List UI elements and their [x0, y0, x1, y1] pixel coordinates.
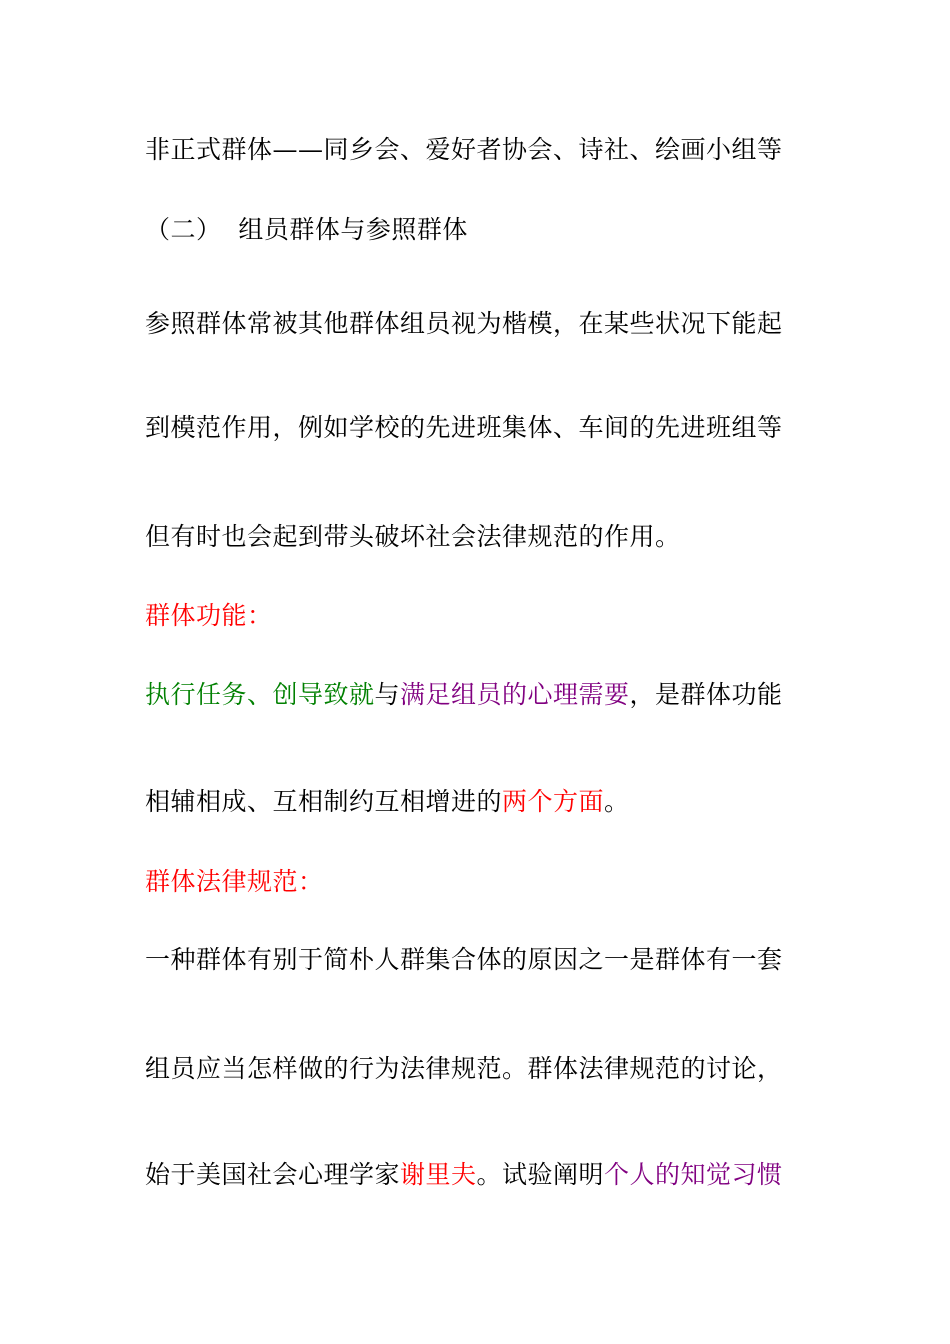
text-segment: 群体法律规范：	[145, 867, 324, 896]
text-line-reference-group-2	[145, 412, 783, 444]
text-line-group-norms-3	[145, 1159, 783, 1191]
highlight-purple: 满足组员的心理需要	[400, 680, 630, 709]
text-segment: 参照群体常被其他群体组员视为楷模，在某些状况下能起	[145, 309, 783, 338]
text-line-group-norms-2	[145, 1053, 783, 1085]
text-segment: 到模范作用，例如学校的先进班集体、车间的先进班组等	[145, 413, 783, 442]
highlight-green: 执行任务、创导致就	[145, 680, 375, 709]
text-line-group-norms-1	[145, 944, 783, 976]
text-segment: 群体功能：	[145, 601, 273, 630]
text-segment: 但有时也会起到带头破坏社会法律规范的作用。	[145, 522, 681, 551]
highlight-purple: 个人的知觉习惯	[604, 1160, 783, 1189]
text-segment: 非正式群体——同乡会、爱好者协会、诗社、绘画小组等	[145, 135, 783, 164]
text-segment: ，是群体功能	[629, 680, 783, 709]
heading-group-norms	[145, 866, 324, 898]
text-segment: 。	[604, 787, 630, 816]
section-heading-member-reference-group	[145, 214, 468, 246]
text-segment: 组员应当怎样做的行为法律规范。群体法律规范的讨论，	[145, 1054, 783, 1083]
text-line-informal-group	[145, 134, 783, 166]
text-segment: 相辅相成、互相制约互相增进的	[145, 787, 503, 816]
text-segment: 一种群体有别于简朴人群集合体的原因之一是群体有一套	[145, 945, 783, 974]
text-segment: 与	[374, 680, 401, 709]
text-line-group-function-1	[145, 679, 783, 711]
text-line-group-function-2	[145, 786, 630, 818]
text-segment: （二） 组员群体与参照群体	[145, 215, 468, 244]
text-line-reference-group-3	[145, 521, 681, 553]
text-segment: 始于美国社会心理学家	[145, 1160, 401, 1189]
highlight-red: 两个方面	[502, 787, 605, 816]
heading-group-function	[145, 600, 273, 632]
text-line-reference-group-1	[145, 308, 783, 340]
text-segment: 。试验阐明	[476, 1160, 605, 1189]
highlight-red: 谢里夫	[400, 1160, 477, 1189]
